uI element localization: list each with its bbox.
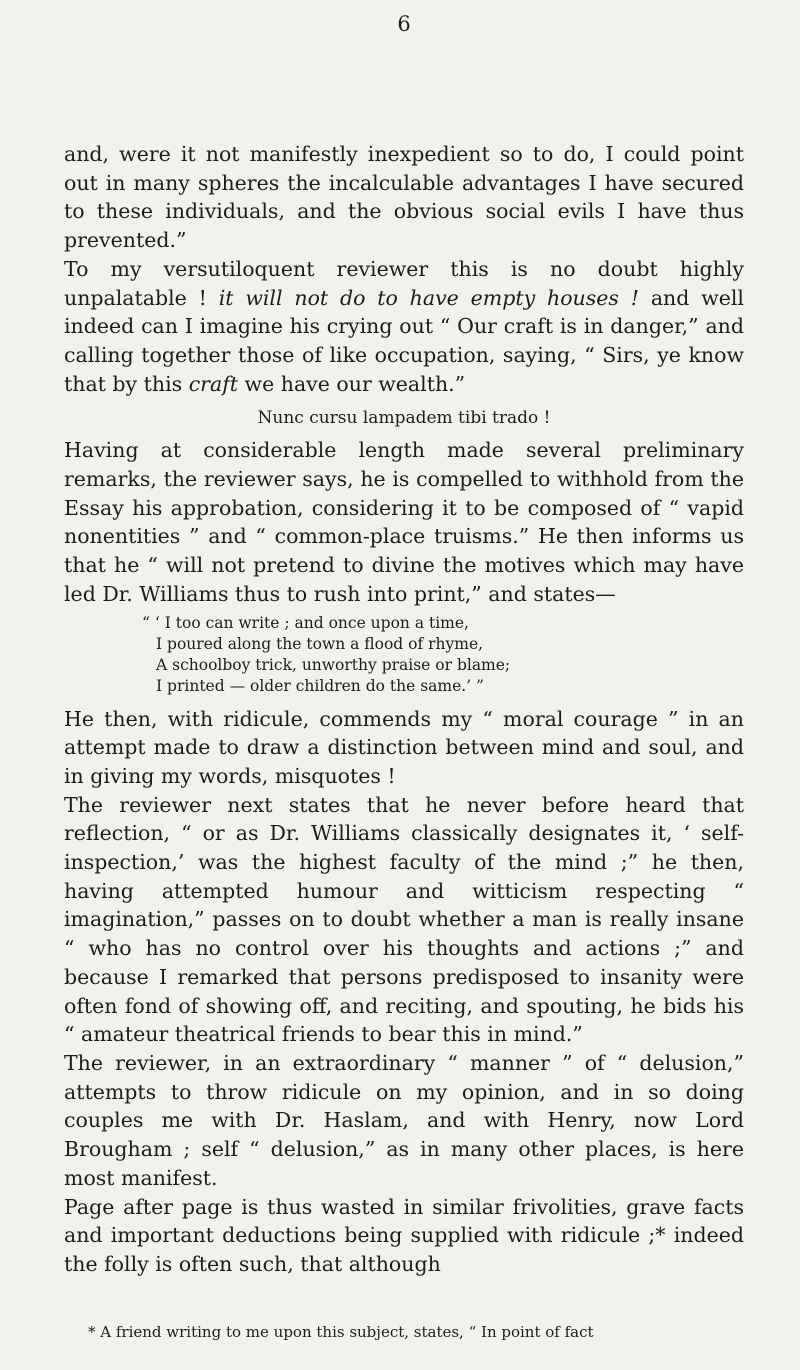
paragraph-frivolities: Page after page is thus wasted in similar frivolities, grave facts and important deductions being supplied with ridicule ;* indeed the folly is often such, that although: [64, 1194, 744, 1276]
paragraph-moral-courage: He then, with ridicule, commends my “ moral courage ” in an attempt made to draw a distinction between mind and soul, and in giving my words, misquotes !: [64, 706, 744, 788]
footnote: * A friend writing to me upon this subject, states, “ In point of fact: [88, 1323, 594, 1341]
verse-line: I poured along the town a flood of rhyme,: [156, 634, 484, 653]
body-text: [64, 140, 744, 1279]
verse-line: I printed — older children do the same.’ ”: [156, 676, 484, 695]
paragraph-reviewer-craft: [64, 255, 744, 399]
paragraph-text: we have our wealth.”: [244, 371, 466, 396]
latin-quotation: Nunc cursu lampadem tibi trado !: [257, 408, 551, 429]
verse-line: A schoolboy trick, unworthy praise or blame;: [156, 655, 511, 674]
paragraph-continuation: and, were it not manifestly inexpedient so to do, I could point out in many spheres the incalculable advantages I have secured to these individuals, and the obvious social evils I have thus prevented.”: [64, 142, 744, 253]
verse-line: “ ‘ I too can write ; and once upon a time,: [142, 613, 469, 632]
italic-empty-houses: it will not do to have empty houses !: [218, 285, 639, 310]
paragraph-text: To my versutiloquent reviewer this is no doubt highly unpalatable !: [64, 256, 744, 310]
paragraph-delusion: The reviewer, in an extraordinary “ manner ” of “ delusion,” attempts to throw ridicule on my opinion, and in so doing couples me with Dr. Haslam, and with Henry, now Lord Brougham ; self “ delusion,” as in many other places, is here most manifest.: [64, 1050, 744, 1190]
paragraph-self-inspection: The reviewer next states that he never before heard that reflection, “ or as Dr. Williams classically designates it, ‘ self-inspection,’ was the highest faculty of the mind ;” he then, having attempted humour and witticism respecting “ imagination,” passes on to doubt whether a man is really insane “ who has no control over his thoughts and actions ;” and because I remarked that persons predisposed to insanity were often fond of showing off, and reciting, and spouting, he bids his “ amateur theatrical friends to bear this in mind.”: [64, 792, 744, 1047]
paragraph-preliminary-remarks: Having at considerable length made several preliminary remarks, the reviewer says, he is compelled to withhold from the Essay his approbation, considering it to be composed of “ vapid nonentities ” and “ common-place truisms.” He then informs us that he “ will not pretend to divine the motives which may have led Dr. Williams thus to rush into print,” and states—: [64, 438, 744, 606]
paragraph-text: and well indeed can I imagine his crying out “ Our craft is in danger,” and calling together those of like occupation, saying, “ Sirs, ye know that by this: [64, 285, 744, 396]
verse-quotation: [142, 613, 744, 697]
page-number: 6: [397, 12, 411, 36]
italic-craft: craft: [188, 371, 239, 396]
